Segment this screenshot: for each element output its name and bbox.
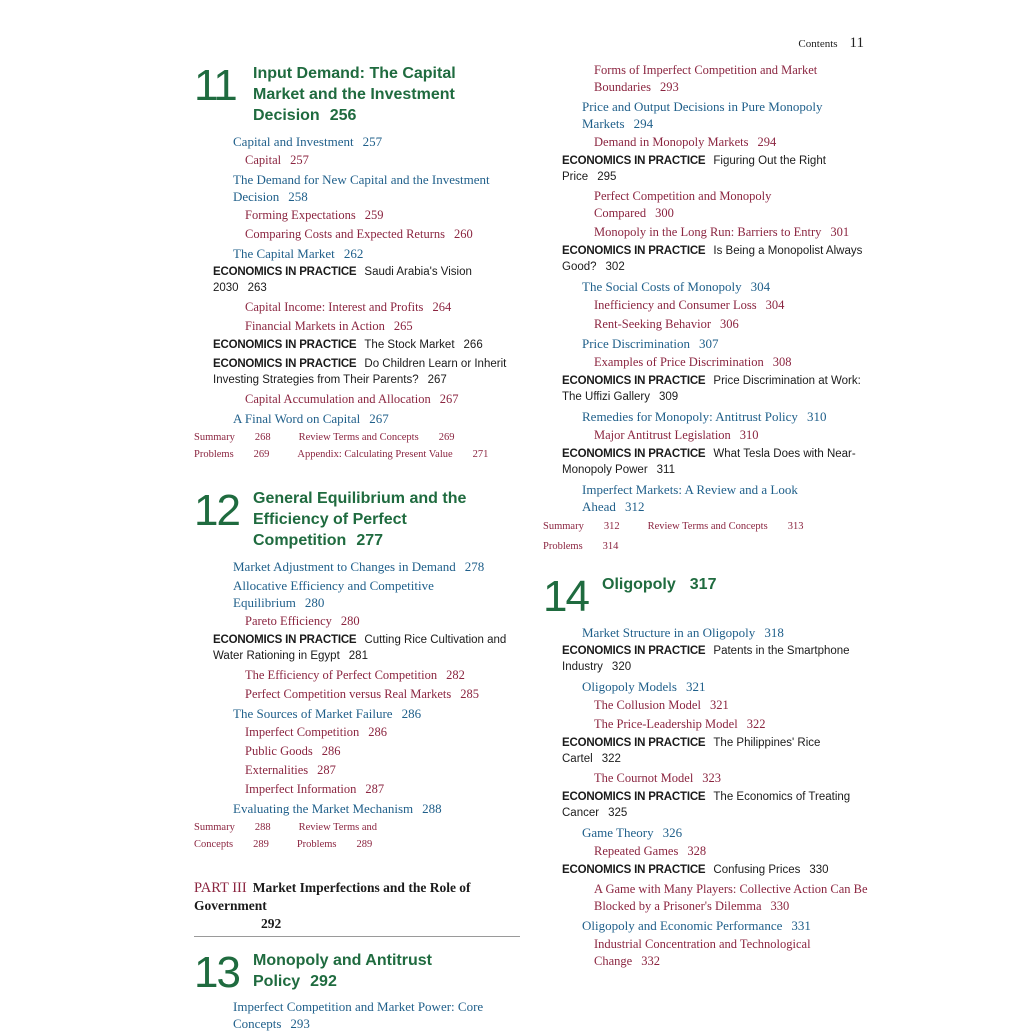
entry-page: 320 — [611, 661, 632, 673]
entry-text: Major Antitrust Legislation — [594, 428, 731, 442]
eip-tag: ECONOMICS IN PRACTICE — [562, 245, 706, 257]
entry-page: 312 — [624, 499, 645, 514]
part-page: 292 — [261, 916, 282, 931]
toc-subentry[interactable] — [543, 62, 869, 96]
running-head-page-number: 11 — [849, 35, 864, 51]
summary-link[interactable] — [194, 822, 285, 833]
entry-text: Perfect Competition and Monopoly Compared — [594, 189, 772, 220]
entry-text: Patents in the Smartphone Industry — [562, 645, 850, 673]
entry-page: 267 — [439, 392, 459, 406]
entry-page: 265 — [393, 319, 413, 333]
entry-page: 304 — [765, 298, 785, 312]
entry-text: The Social Costs of Monopoly — [582, 279, 742, 294]
chapter-end-matter — [543, 538, 869, 555]
chapter-number: 12 — [194, 486, 239, 535]
toc-entry[interactable] — [194, 133, 520, 150]
eip-tag: ECONOMICS IN PRACTICE — [213, 266, 357, 278]
entry-text: Externalities — [245, 763, 309, 777]
problems-page: 314 — [602, 541, 619, 552]
entry-text: Imperfect Information — [245, 782, 357, 796]
entry-text: Allocative Efficiency and Competitive Equilibrium — [233, 578, 434, 610]
problems-label: Problems — [543, 541, 583, 552]
problems-link[interactable] — [543, 541, 632, 552]
eip-tag: ECONOMICS IN PRACTICE — [562, 155, 706, 167]
entry-text: Game Theory — [582, 825, 654, 840]
chapter-page: 317 — [689, 576, 717, 593]
chapter-title-text: General Equilibrium and the Efficiency of Perfect Competition — [253, 490, 467, 549]
entry-text: Oligopoly and Economic Performance — [582, 918, 783, 933]
entry-page: 304 — [750, 279, 771, 294]
eip-tag: ECONOMICS IN PRACTICE — [562, 375, 706, 387]
entry-text: Market Structure in an Oligopoly — [582, 625, 756, 640]
right-column — [543, 62, 869, 972]
entry-text: Capital and Investment — [233, 134, 354, 149]
entry-page: 260 — [453, 227, 473, 241]
toc-subentry[interactable] — [543, 697, 869, 714]
economics-in-practice-entry[interactable] — [543, 735, 869, 767]
entry-page: 309 — [658, 391, 679, 403]
entry-page: 266 — [463, 339, 483, 351]
entry-text: Financial Markets in Action — [245, 319, 385, 333]
toc-subentry[interactable] — [543, 716, 869, 733]
entry-text: Price Discrimination at Work: The Uffizi Gallery — [562, 375, 861, 403]
entry-text: Market Adjustment to Changes in Demand — [233, 559, 456, 574]
entry-text: The Sources of Market Failure — [233, 706, 393, 721]
toc-subentry[interactable] — [543, 297, 869, 314]
entry-page: 310 — [739, 428, 759, 442]
toc-subentry[interactable] — [543, 770, 869, 787]
economics-in-practice-entry[interactable] — [194, 632, 520, 664]
entry-text: Saudi Arabia's Vision 2030 — [213, 266, 472, 294]
entry-page: 286 — [321, 744, 341, 758]
entry-text: Imperfect Markets: A Review and a Look Ahead — [582, 482, 798, 514]
entry-text: Capital Income: Interest and Profits — [245, 300, 424, 314]
entry-text: Comparing Costs and Expected Returns — [245, 227, 445, 241]
toc-subentry[interactable] — [194, 667, 520, 684]
entry-page: 267 — [427, 374, 447, 386]
entry-page: 330 — [770, 899, 790, 913]
economics-in-practice-entry[interactable] — [543, 153, 869, 185]
eip-tag: ECONOMICS IN PRACTICE — [213, 634, 357, 646]
entry-page: 307 — [698, 336, 719, 351]
entry-page: 321 — [709, 698, 729, 712]
entry-text: Examples of Price Discrimination — [594, 355, 764, 369]
chapter-13-heading[interactable] — [194, 948, 520, 997]
entry-page: 331 — [791, 918, 811, 933]
chapter-end-matter — [194, 819, 520, 853]
summary-label: Summary — [194, 432, 235, 443]
entry-page: 302 — [605, 261, 625, 273]
chapter-12-heading[interactable] — [194, 487, 520, 551]
toc-subentry[interactable] — [194, 207, 520, 224]
appendix-page: 271 — [472, 449, 489, 460]
chapter-title — [253, 487, 473, 551]
entry-page: 328 — [687, 844, 707, 858]
entry-page: 286 — [401, 706, 422, 721]
entry-page: 301 — [830, 225, 850, 239]
chapter-14-heading[interactable] — [543, 572, 869, 621]
review-terms-link[interactable] — [299, 432, 469, 443]
entry-page: 278 — [464, 559, 485, 574]
entry-page: 322 — [746, 717, 766, 731]
toc-subentry[interactable] — [543, 316, 869, 333]
entry-text: Capital — [245, 153, 282, 167]
economics-in-practice-entry[interactable] — [194, 356, 520, 388]
chapter-page: 256 — [329, 107, 357, 124]
chapter-title-text: Monopoly and Antitrust Policy — [253, 952, 432, 990]
entry-page: 310 — [806, 409, 827, 424]
running-head — [798, 34, 864, 52]
toc-subentry[interactable] — [194, 226, 520, 243]
toc-entry[interactable] — [543, 678, 869, 695]
entry-text: Imperfect Competition — [245, 725, 360, 739]
toc-entry[interactable] — [543, 624, 869, 641]
toc-entry[interactable] — [543, 481, 852, 515]
economics-in-practice-entry[interactable] — [543, 862, 869, 878]
entry-text: Price Discrimination — [582, 336, 690, 351]
entry-text: Demand in Monopoly Markets — [594, 135, 749, 149]
entry-text: Price and Output Decisions in Pure Monopoly Markets — [582, 99, 823, 131]
entry-page: 258 — [288, 189, 308, 204]
entry-text: Capital Accumulation and Allocation — [245, 392, 431, 406]
entry-page: 326 — [662, 825, 683, 840]
summary-page: 288 — [254, 822, 271, 833]
entry-text: What Tesla Does with Near-Monopoly Power — [562, 448, 856, 476]
chapter-number: 14 — [543, 572, 588, 621]
summary-label: Summary — [194, 822, 235, 833]
entry-page: 257 — [290, 153, 309, 167]
entry-page: 286 — [368, 725, 387, 739]
entry-text: Remedies for Monopoly: Antitrust Policy — [582, 409, 798, 424]
economics-in-practice-entry[interactable] — [543, 789, 869, 821]
toc-entry[interactable] — [194, 800, 520, 817]
toc-entry[interactable] — [543, 335, 869, 352]
entry-page: 294 — [757, 135, 777, 149]
entry-page: 325 — [608, 807, 628, 819]
entry-page: 308 — [772, 355, 792, 369]
review-terms-page: 289 — [253, 839, 269, 850]
economics-in-practice-entry[interactable] — [194, 264, 520, 296]
entry-page: 322 — [601, 753, 621, 765]
toc-subentry[interactable] — [194, 724, 520, 741]
appendix-link[interactable] — [297, 449, 502, 460]
chapter-title — [602, 573, 832, 595]
toc-entry[interactable] — [543, 98, 869, 132]
entry-page: 267 — [369, 411, 389, 426]
entry-text: The Price-Leadership Model — [594, 717, 738, 731]
toc-subentry[interactable] — [543, 134, 869, 151]
entry-page: 288 — [422, 801, 442, 816]
entry-page: 281 — [348, 650, 368, 662]
toc-subentry[interactable] — [543, 427, 869, 444]
economics-in-practice-entry[interactable] — [543, 373, 869, 405]
toc-entry[interactable] — [194, 577, 453, 611]
entry-page: 330 — [809, 864, 829, 876]
running-head-label: Contents — [798, 38, 838, 50]
entry-text: The Philippines' Rice Cartel — [562, 737, 821, 765]
toc-subentry[interactable] — [194, 781, 520, 798]
entry-text: Monopoly in the Long Run: Barriers to Entry — [594, 225, 822, 239]
eip-tag: ECONOMICS IN PRACTICE — [562, 448, 706, 460]
problems-link[interactable] — [194, 449, 283, 460]
entry-page: 262 — [343, 246, 364, 261]
economics-in-practice-entry[interactable] — [543, 446, 869, 478]
entry-text: Perfect Competition versus Real Markets — [245, 687, 452, 701]
chapter-page: 277 — [356, 532, 384, 549]
entry-text: Repeated Games — [594, 844, 679, 858]
entry-text: Oligopoly Models — [582, 679, 677, 694]
entry-text: Forming Expectations — [245, 208, 356, 222]
entry-text: The Collusion Model — [594, 698, 701, 712]
toc-entry[interactable] — [194, 245, 520, 262]
toc-subentry[interactable] — [543, 188, 814, 222]
problems-label: Problems — [296, 839, 337, 850]
entry-page: 332 — [641, 954, 660, 968]
toc-entry[interactable] — [543, 824, 869, 841]
part-3-heading[interactable] — [194, 879, 520, 937]
problems-page: 269 — [253, 449, 270, 460]
toc-subentry[interactable] — [543, 843, 869, 860]
entry-text: A Final Word on Capital — [233, 411, 361, 426]
entry-text: Forms of Imperfect Competition and Market Boundaries — [594, 63, 818, 94]
problems-label: Problems — [194, 449, 234, 460]
part-title: Market Imperfections and the Role of Government — [194, 880, 471, 913]
toc-entry[interactable] — [194, 705, 520, 722]
chapter-number: 11 — [194, 61, 236, 110]
toc-entry[interactable] — [543, 408, 869, 425]
entry-page: 280 — [304, 595, 325, 610]
entry-text: The Economics of Treating Cancer — [562, 791, 851, 819]
appendix-label: Appendix: Calculating Present Value — [297, 449, 453, 460]
entry-text: Imperfect Competition and Market Power: Core Concepts — [233, 999, 484, 1031]
entry-page: 257 — [362, 134, 383, 149]
entry-text: Inefficiency and Consumer Loss — [594, 298, 757, 312]
entry-page: 293 — [290, 1016, 310, 1031]
left-column — [194, 62, 520, 1034]
review-terms-page: 269 — [438, 432, 455, 443]
entry-page: 293 — [659, 80, 679, 94]
toc-subentry[interactable] — [194, 762, 520, 779]
entry-text: The Stock Market — [364, 339, 455, 351]
chapter-title-text: Input Demand: The Capital Market and the Investment Decision — [253, 65, 456, 124]
entry-page: 306 — [720, 317, 739, 331]
entry-text: A Game with Many Players: Collective Action Can Be Blocked by a Prisoner's Dilemma — [594, 882, 868, 913]
toc-subentry[interactable] — [194, 613, 520, 630]
entry-text: The Demand for New Capital and the Investment Decision — [233, 172, 490, 204]
entry-text: Pareto Efficiency — [245, 614, 332, 628]
part-label: PART III — [194, 880, 247, 896]
entry-page: 280 — [340, 614, 360, 628]
toc-subentry[interactable] — [543, 354, 869, 371]
review-terms-label: Review Terms and Concepts — [647, 521, 768, 532]
entry-text: Industrial Concentration and Technological Change — [594, 937, 811, 968]
toc-subentry[interactable] — [194, 152, 520, 169]
entry-page: 263 — [247, 282, 267, 294]
toc-entry[interactable] — [194, 410, 520, 427]
entry-text: Rent-Seeking Behavior — [594, 317, 711, 331]
toc-subentry[interactable] — [194, 299, 520, 316]
review-terms-label: Review Terms and Concepts — [298, 432, 419, 443]
economics-in-practice-entry[interactable] — [194, 337, 520, 353]
entry-text: Confusing Prices — [713, 864, 801, 876]
entry-page: 287 — [317, 763, 336, 777]
toc-entry[interactable] — [543, 917, 869, 934]
toc-entry[interactable] — [194, 558, 520, 575]
entry-text: Public Goods — [245, 744, 313, 758]
economics-in-practice-entry[interactable] — [543, 643, 869, 675]
toc-subentry[interactable] — [543, 224, 854, 241]
entry-page: 259 — [364, 208, 384, 222]
entry-text: Cutting Rice Cultivation and Water Rationing in Egypt — [213, 634, 507, 662]
toc-subentry[interactable] — [194, 686, 520, 703]
toc-subentry[interactable] — [543, 881, 869, 915]
entry-text: Is Being a Monopolist Always Good? — [562, 245, 863, 273]
review-terms-link[interactable] — [648, 521, 818, 532]
summary-label: Summary — [543, 521, 584, 532]
part-page-line — [194, 915, 520, 933]
chapter-end-matter — [194, 446, 520, 463]
entry-text: The Cournot Model — [594, 771, 694, 785]
summary-link[interactable] — [543, 521, 634, 532]
entry-page: 294 — [633, 116, 654, 131]
toc-entry[interactable] — [543, 278, 869, 295]
chapter-page: 292 — [310, 973, 337, 990]
entry-text: The Capital Market — [233, 246, 335, 261]
chapter-11-heading[interactable] — [194, 62, 520, 126]
toc-subentry[interactable] — [194, 318, 520, 335]
entry-text: Do Children Learn or Inherit Investing Strategies from Their Parents? — [213, 358, 507, 386]
eip-tag: ECONOMICS IN PRACTICE — [213, 339, 357, 351]
toc-subentry[interactable] — [543, 936, 844, 970]
chapter-title-text: Oligopoly — [602, 576, 676, 593]
entry-page: 285 — [460, 687, 479, 701]
toc-entry[interactable] — [194, 998, 520, 1032]
problems-link[interactable] — [297, 839, 386, 850]
entry-page: 323 — [702, 771, 722, 785]
eip-tag: ECONOMICS IN PRACTICE — [562, 791, 706, 803]
entry-page: 282 — [446, 668, 465, 682]
chapter-number: 13 — [194, 948, 239, 997]
summary-link[interactable] — [194, 432, 285, 443]
entry-page: 321 — [685, 679, 706, 694]
entry-page: 264 — [432, 300, 452, 314]
eip-tag: ECONOMICS IN PRACTICE — [562, 645, 706, 657]
entry-page: 287 — [365, 782, 385, 796]
eip-tag: ECONOMICS IN PRACTICE — [213, 358, 357, 370]
review-terms-page: 313 — [787, 521, 804, 532]
entry-page: 318 — [764, 625, 784, 640]
review-terms-label: Review Terms and Concepts — [194, 822, 377, 850]
problems-page: 289 — [356, 839, 373, 850]
toc-subentry[interactable] — [194, 391, 520, 408]
entry-text: The Efficiency of Perfect Competition — [245, 668, 438, 682]
summary-page: 268 — [254, 432, 271, 443]
eip-tag: ECONOMICS IN PRACTICE — [562, 737, 706, 749]
entry-text: Evaluating the Market Mechanism — [233, 801, 414, 816]
toc-entry[interactable] — [194, 171, 520, 205]
entry-text: Figuring Out the Right Price — [562, 155, 826, 183]
chapter-end-matter — [194, 429, 520, 446]
entry-page: 295 — [597, 171, 617, 183]
chapter-title — [253, 949, 463, 992]
eip-tag: ECONOMICS IN PRACTICE — [562, 864, 706, 876]
chapter-title — [253, 62, 485, 126]
toc-subentry[interactable] — [194, 743, 520, 760]
economics-in-practice-entry[interactable] — [543, 243, 869, 275]
entry-page: 300 — [655, 206, 674, 220]
chapter-end-matter — [543, 518, 869, 535]
entry-page: 311 — [656, 464, 675, 476]
summary-page: 312 — [603, 521, 620, 532]
